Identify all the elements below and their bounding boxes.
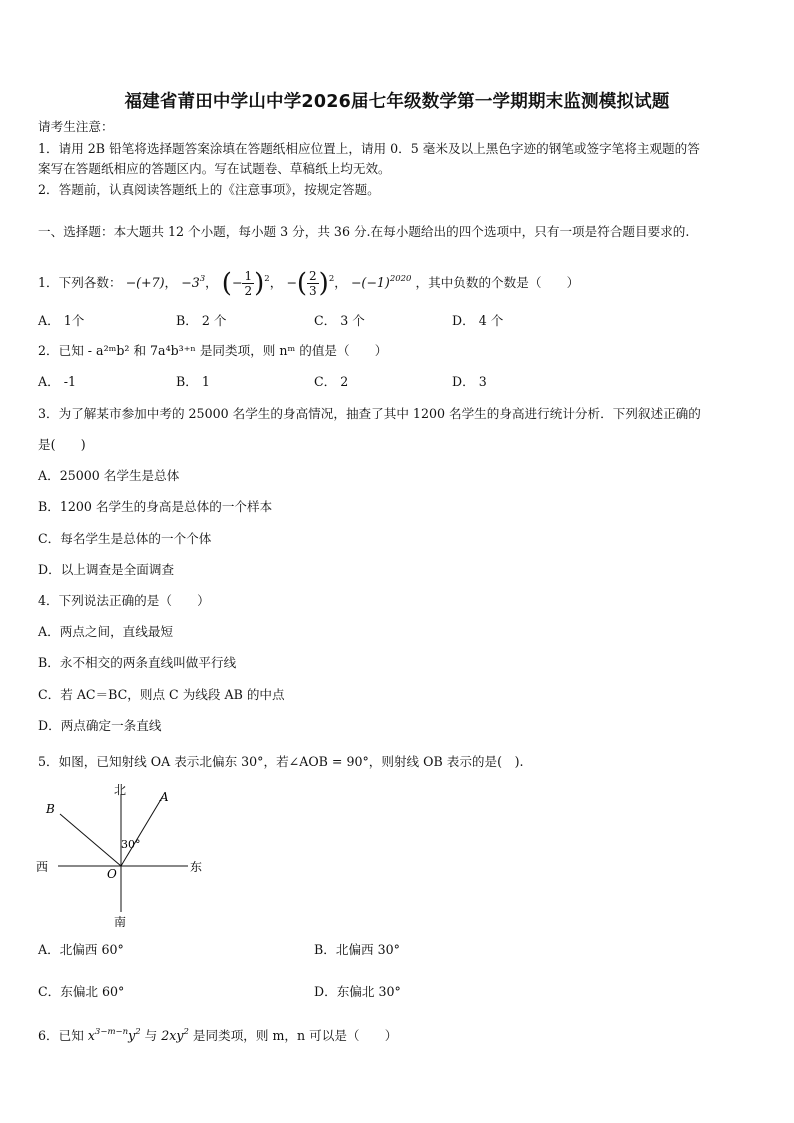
label-north: 北 [114, 783, 127, 797]
q6-expr-1-y-exp: 2 [135, 1027, 141, 1037]
q1-expr-2-exp: 3 [199, 274, 206, 284]
q1-sep: ， [205, 275, 218, 290]
ray-oa [121, 796, 163, 866]
q4-option-c: C．若 AC＝BC，则点 C 为线段 AB 的中点 [38, 687, 285, 702]
q1-expr-4-num: 2 [309, 269, 317, 283]
q1-option-c: C． 3 个 [314, 313, 365, 328]
q6-expr-1-base: x [87, 1028, 95, 1043]
question-1-stem [38, 258, 579, 300]
q1-expr-3-exp: 2 [264, 274, 270, 284]
q3-option-a: A．25000 名学生是总体 [38, 468, 180, 483]
q1-expr-3-den: 2 [244, 284, 253, 298]
q3-option-b: B．1200 名学生的身高是总体的一个样本 [38, 499, 273, 514]
q1-expr-2 [181, 275, 205, 290]
q1-expr-3-num: 1 [244, 269, 253, 283]
q6-expr-2-exp: 2 [183, 1027, 189, 1037]
q1-expr-5 [351, 275, 412, 290]
q1-option-b: B． 2 个 [176, 313, 227, 328]
q1-expr-4-exp: 2 [328, 274, 335, 284]
page-title: 福建省莆田中学山中学2026届七年级数学第一学期期末监测模拟试题 [124, 92, 670, 112]
notice-item-1b: 案写在答题纸相应的答题区内。写在试题卷、草稿纸上均无效。 [38, 161, 391, 176]
q1-expr-3: (− $\frac{1}{2}$ )$^2$ [221, 268, 270, 299]
question-3-stem-b: 是( ) [38, 437, 86, 452]
q6-expr-2-base: 2xy [161, 1028, 184, 1043]
q6-with: 与 [140, 1028, 162, 1043]
label-south: 南 [114, 915, 127, 929]
label-o: O [107, 867, 117, 881]
q6-stem-a: 6．已知 [38, 1028, 88, 1043]
q3-option-d: D．以上调查是全面调查 [38, 562, 175, 577]
label-b: B [46, 802, 55, 816]
notice-item-2: 2．答题前，认真阅读答题纸上的《注意事项》，按规定答题。 [38, 182, 380, 197]
q6-expr-2 [161, 1028, 189, 1043]
q2-option-a: A． -1 [38, 374, 76, 389]
ray-ob [60, 814, 121, 866]
q4-option-a: A．两点之间，直线最短 [38, 624, 174, 639]
q5-option-d: D．东偏北 30° [314, 984, 401, 999]
q4-option-b: B．永不相交的两条直线叫做平行线 [38, 655, 237, 670]
q1-sep: ， [334, 275, 347, 290]
label-angle: 30° [121, 838, 141, 851]
q2-option-d: D． 3 [452, 374, 487, 389]
q3-option-c: C．每名学生是总体的一个个体 [38, 531, 212, 546]
notice-heading: 请考生注意： [38, 119, 114, 134]
label-east: 东 [190, 860, 203, 874]
question-3-stem-a: 3．为了解某市参加中考的 25000 名学生的身高情况，抽查了其中 1200 名学生的身高进行统计分析．下列叙述正确的 [38, 406, 701, 421]
direction-figure [30, 780, 220, 930]
q1-expr-5-exp: 2020 [389, 274, 412, 284]
section-heading: 一、选择题：本大题共 12 个小题，每小题 3 分，共 36 分.在每小题给出的四个选项中，只有一项是符合题目要求的. [38, 224, 690, 239]
label-a: A [160, 790, 169, 804]
q1-sep: ， [164, 275, 178, 290]
q5-option-c: C．东偏北 60° [38, 984, 125, 999]
q1-option-d: D． 4 个 [452, 313, 504, 328]
q2-option-b: B． 1 [176, 374, 210, 389]
question-5-stem: 5．如图，已知射线 OA 表示北偏东 30°，若∠AOB = 90°，则射线 OB 表示的是( ). [38, 754, 524, 769]
q1-expr-5-base: −(−1) [350, 275, 390, 290]
q1-number: 1．下列各数： [38, 275, 122, 290]
q1-sep: ， [269, 275, 283, 290]
q1-tail: ，其中负数的个数是（ ） [415, 275, 580, 290]
question-4-stem: 4．下列说法正确的是（ ） [38, 593, 210, 608]
q1-expr-1: −(+7) [125, 275, 165, 290]
q1-expr-4: −( $\frac{2}{3}$ )$^2$ [286, 268, 335, 299]
q6-stem-b: 是同类项，则 m，n 可以是（ ） [188, 1028, 398, 1043]
notice-item-1a: 1．请用 2B 铅笔将选择题答案涂填在答题纸相应位置上，请用 0．5 毫米及以上黑色字迹的钢笔或签字笔将主观题的答 [38, 141, 700, 156]
q1-expr-4-den: 3 [309, 284, 317, 298]
label-west: 西 [36, 860, 49, 874]
q6-expr-1 [88, 1028, 141, 1043]
q5-option-b: B．北偏西 30° [314, 942, 400, 957]
question-6-stem [38, 1023, 397, 1045]
question-2-stem: 2．已知 - a²ᵐb² 和 7a⁴b³⁺ⁿ 是同类项，则 nᵐ 的值是（ ） [38, 343, 388, 358]
q1-expr-2-base: −3 [181, 275, 200, 290]
q4-option-d: D．两点确定一条直线 [38, 718, 162, 733]
q5-option-a: A．北偏西 60° [38, 942, 124, 957]
q2-option-c: C． 2 [314, 374, 349, 389]
q6-expr-1-exp: 3−m−n [94, 1027, 129, 1037]
q1-option-a: A． 1个 [38, 313, 85, 328]
q6-expr-1-y: y [128, 1028, 136, 1043]
